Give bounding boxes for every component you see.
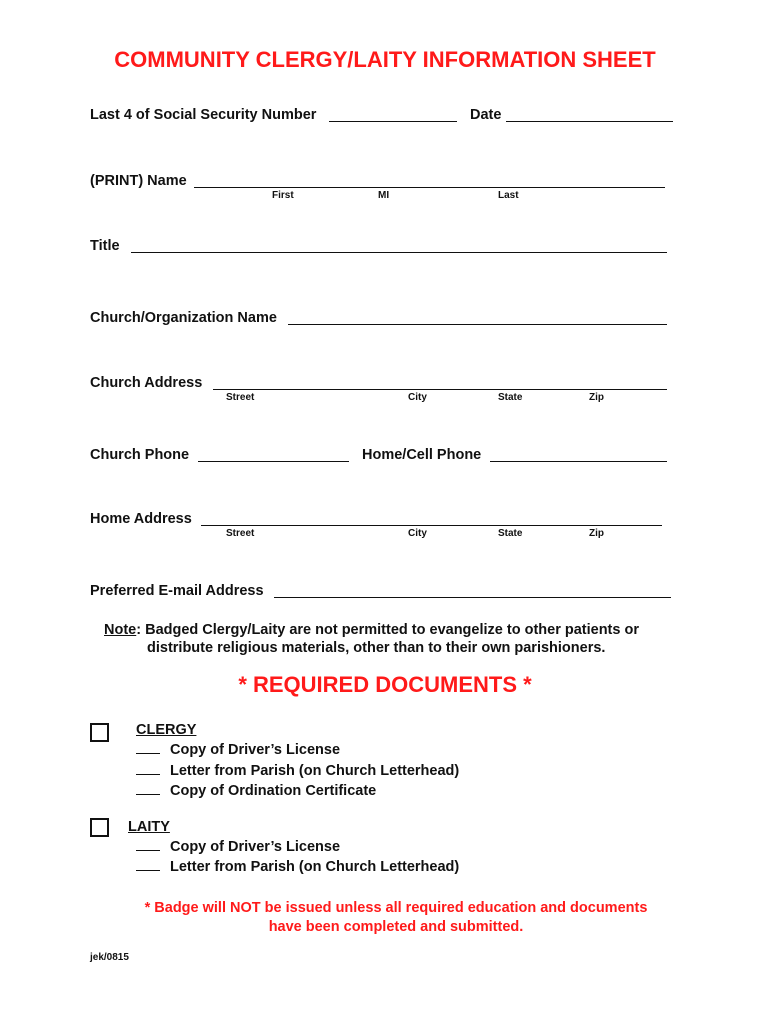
- clergy-item-3: [136, 782, 376, 799]
- ssn-label: Last 4 of Social Security Number: [90, 107, 317, 123]
- note-line-2: distribute religious materials, other than to their own parishioners.: [147, 640, 606, 656]
- laity-label: LAITY: [128, 819, 170, 835]
- badge-warning: [0, 899, 770, 937]
- form-title: COMMUNITY CLERGY/LAITY INFORMATION SHEET: [114, 47, 656, 72]
- footer-code: jek/0815: [90, 952, 129, 963]
- home-address-label: Home Address: [90, 511, 192, 527]
- home-address-street-caption: Street: [226, 528, 255, 539]
- church-address-label: Church Address: [90, 375, 203, 391]
- home-address-field[interactable]: [201, 525, 662, 526]
- clergy-item-1-blank[interactable]: [136, 741, 160, 754]
- email-label: Preferred E-mail Address: [90, 583, 264, 599]
- laity-checkbox[interactable]: [90, 818, 109, 837]
- name-label: (PRINT) Name: [90, 173, 187, 189]
- name-first-caption: First: [272, 190, 294, 201]
- laity-item-1-text: Copy of Driver’s License: [170, 839, 341, 855]
- title-label: Title: [90, 238, 120, 254]
- laity-item-1: [136, 838, 340, 855]
- church-org-field[interactable]: [288, 324, 667, 325]
- clergy-item-1: [136, 741, 340, 758]
- church-address-state-caption: State: [498, 392, 523, 403]
- ssn-field[interactable]: [329, 121, 457, 122]
- clergy-label: CLERGY: [136, 722, 197, 738]
- home-address-city-caption: City: [408, 528, 427, 539]
- church-address-city-caption: City: [408, 392, 427, 403]
- note-label: Note: [104, 622, 137, 638]
- date-field[interactable]: [506, 121, 673, 122]
- church-address-zip-caption: Zip: [589, 392, 604, 403]
- required-documents-heading: * REQUIRED DOCUMENTS *: [238, 672, 532, 697]
- title-field[interactable]: [131, 252, 667, 253]
- name-mi-caption: MI: [378, 190, 390, 201]
- note-line-1: : Badged Clergy/Laity are not permitted to evangelize to other patients or: [136, 622, 639, 638]
- clergy-item-1-text: Copy of Driver’s License: [170, 742, 341, 758]
- home-cell-phone-field[interactable]: [490, 461, 667, 462]
- home-address-state-caption: State: [498, 528, 523, 539]
- note-text: [104, 621, 639, 657]
- church-phone-label: Church Phone: [90, 447, 190, 463]
- laity-item-2-blank[interactable]: [136, 858, 160, 871]
- clergy-item-2-blank[interactable]: [136, 762, 160, 775]
- name-field[interactable]: [194, 187, 665, 188]
- clergy-item-2-text: Letter from Parish (on Church Letterhead): [170, 763, 460, 779]
- church-address-field[interactable]: [213, 389, 667, 390]
- clergy-item-3-text: Copy of Ordination Certificate: [170, 783, 377, 799]
- home-cell-phone-label: Home/Cell Phone: [362, 447, 482, 463]
- church-phone-field[interactable]: [198, 461, 349, 462]
- badge-warning-line-1: * Badge will NOT be issued unless all required education and documents: [144, 900, 648, 916]
- clergy-item-2: [136, 762, 459, 779]
- name-last-caption: Last: [498, 190, 519, 201]
- church-org-label: Church/Organization Name: [90, 310, 277, 326]
- email-field[interactable]: [274, 597, 671, 598]
- clergy-item-3-blank[interactable]: [136, 782, 160, 795]
- badge-warning-line-2: have been completed and submitted.: [268, 919, 524, 935]
- date-label: Date: [470, 107, 502, 123]
- laity-item-1-blank[interactable]: [136, 838, 160, 851]
- church-address-street-caption: Street: [226, 392, 255, 403]
- laity-item-2-text: Letter from Parish (on Church Letterhead): [170, 859, 460, 875]
- laity-item-2: [136, 858, 459, 875]
- clergy-checkbox[interactable]: [90, 723, 109, 742]
- home-address-zip-caption: Zip: [589, 528, 604, 539]
